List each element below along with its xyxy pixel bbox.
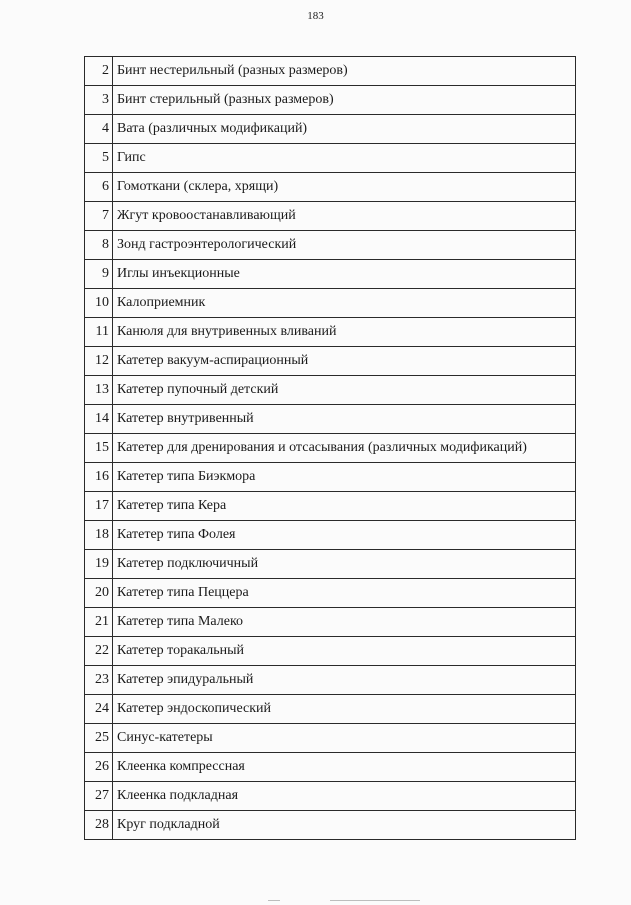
row-number-cell: 10 [85, 289, 113, 318]
item-name-cell: Катетер для дренирования и отсасывания (различных модификаций) [113, 434, 576, 463]
scan-artifact [268, 900, 280, 901]
table-row [85, 637, 576, 666]
item-name-cell: Вата (различных модификаций) [113, 115, 576, 144]
row-number-cell: 7 [85, 202, 113, 231]
page-number: 183 [307, 10, 324, 22]
table-row [85, 376, 576, 405]
item-name-cell: Жгут кровоостанавливающий [113, 202, 576, 231]
row-number-cell: 2 [85, 57, 113, 86]
item-name-cell: Катетер торакальный [113, 637, 576, 666]
row-number-cell: 17 [85, 492, 113, 521]
item-name-cell: Синус-катетеры [113, 724, 576, 753]
row-number-cell: 8 [85, 231, 113, 260]
table-row [85, 144, 576, 173]
row-number-cell: 27 [85, 782, 113, 811]
table-row [85, 492, 576, 521]
row-number-cell: 5 [85, 144, 113, 173]
table-row [85, 86, 576, 115]
item-name-cell: Зонд гастроэнтерологический [113, 231, 576, 260]
table-row [85, 318, 576, 347]
item-name-cell: Катетер пупочный детский [113, 376, 576, 405]
table-row [85, 173, 576, 202]
row-number-cell: 21 [85, 608, 113, 637]
item-name-cell: Калоприемник [113, 289, 576, 318]
table-row [85, 260, 576, 289]
item-name-cell: Гипс [113, 144, 576, 173]
item-name-cell: Катетер типа Биэкмора [113, 463, 576, 492]
table-row [85, 115, 576, 144]
item-name-cell: Круг подкладной [113, 811, 576, 840]
row-number-cell: 14 [85, 405, 113, 434]
items-table [84, 56, 576, 840]
table-row [85, 521, 576, 550]
table-row [85, 434, 576, 463]
table-row [85, 695, 576, 724]
table-row [85, 405, 576, 434]
item-name-cell: Гомоткани (склера, хрящи) [113, 173, 576, 202]
item-name-cell: Катетер вакуум-аспирационный [113, 347, 576, 376]
table-row [85, 57, 576, 86]
row-number-cell: 9 [85, 260, 113, 289]
row-number-cell: 23 [85, 666, 113, 695]
items-table-body [85, 57, 576, 840]
item-name-cell: Бинт стерильный (разных размеров) [113, 86, 576, 115]
row-number-cell: 16 [85, 463, 113, 492]
row-number-cell: 18 [85, 521, 113, 550]
table-row [85, 811, 576, 840]
item-name-cell: Катетер типа Фолея [113, 521, 576, 550]
scan-artifact [330, 900, 420, 901]
row-number-cell: 19 [85, 550, 113, 579]
row-number-cell: 13 [85, 376, 113, 405]
row-number-cell: 15 [85, 434, 113, 463]
row-number-cell: 28 [85, 811, 113, 840]
item-name-cell: Клеенка подкладная [113, 782, 576, 811]
table-row [85, 579, 576, 608]
table-row [85, 724, 576, 753]
item-name-cell: Катетер эндоскопический [113, 695, 576, 724]
row-number-cell: 20 [85, 579, 113, 608]
row-number-cell: 24 [85, 695, 113, 724]
row-number-cell: 25 [85, 724, 113, 753]
row-number-cell: 3 [85, 86, 113, 115]
row-number-cell: 4 [85, 115, 113, 144]
table-row [85, 231, 576, 260]
item-name-cell: Иглы инъекционные [113, 260, 576, 289]
row-number-cell: 6 [85, 173, 113, 202]
table-row [85, 463, 576, 492]
item-name-cell: Клеенка компрессная [113, 753, 576, 782]
item-name-cell: Катетер типа Кера [113, 492, 576, 521]
table-row [85, 753, 576, 782]
row-number-cell: 12 [85, 347, 113, 376]
table-row [85, 782, 576, 811]
item-name-cell: Катетер типа Малеко [113, 608, 576, 637]
item-name-cell: Катетер внутривенный [113, 405, 576, 434]
table-row [85, 666, 576, 695]
table-row [85, 608, 576, 637]
table-row [85, 347, 576, 376]
row-number-cell: 11 [85, 318, 113, 347]
row-number-cell: 26 [85, 753, 113, 782]
item-name-cell: Бинт нестерильный (разных размеров) [113, 57, 576, 86]
item-name-cell: Канюля для внутривенных вливаний [113, 318, 576, 347]
item-name-cell: Катетер подключичный [113, 550, 576, 579]
table-row [85, 289, 576, 318]
item-name-cell: Катетер эпидуральный [113, 666, 576, 695]
row-number-cell: 22 [85, 637, 113, 666]
item-name-cell: Катетер типа Пеццера [113, 579, 576, 608]
table-row [85, 202, 576, 231]
table-row [85, 550, 576, 579]
